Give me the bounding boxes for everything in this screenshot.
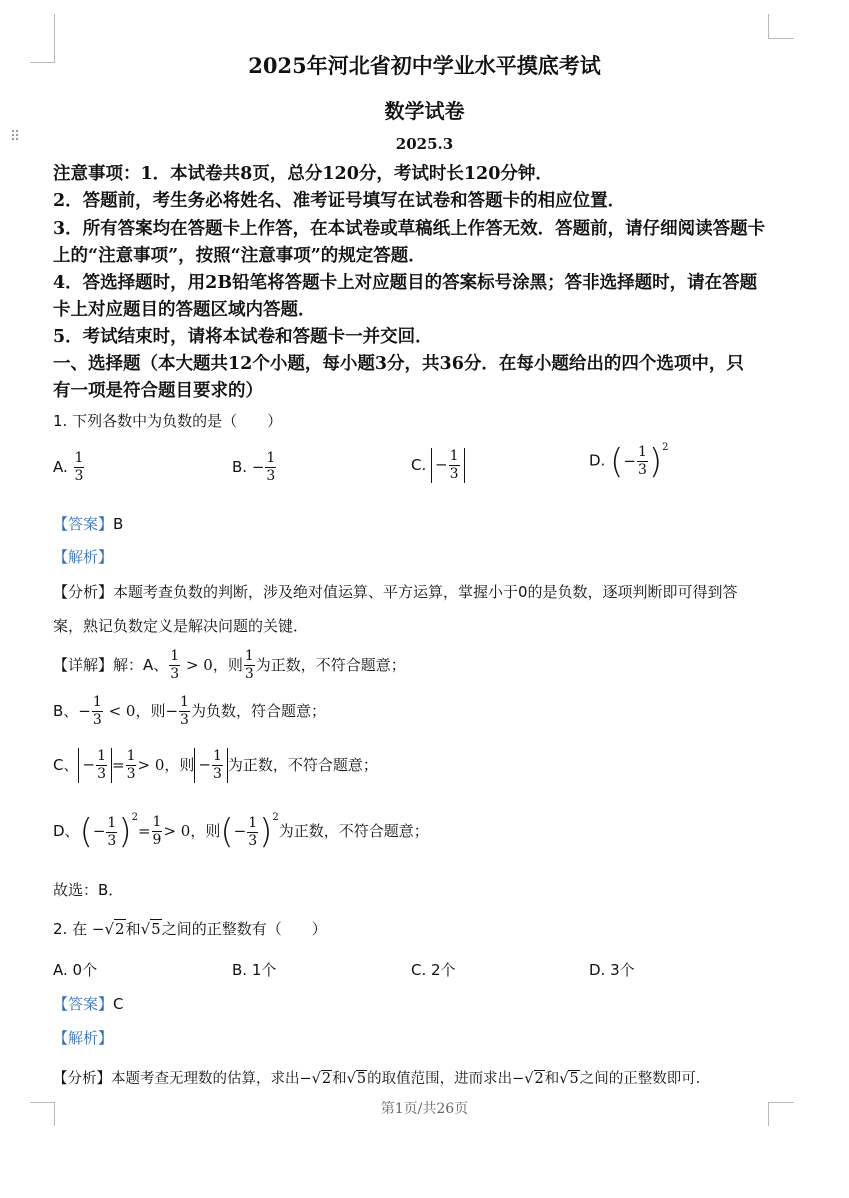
corner-mark-top-right — [768, 14, 769, 38]
note-line-3: 3．所有答案均在答题卡上作答，在本试卷或草稿纸上作答无效．答题前，请仔细阅读答题卡 — [53, 219, 766, 239]
q1-detail-d-end: 为正数，不符合题意； — [278, 822, 429, 840]
question-1-stem: 1. 下列各数中为负数的是（ ） — [53, 412, 283, 430]
section-heading-line-2: 有一项是符合题目要求的） — [53, 381, 263, 401]
q1-detail-a-prefix: 【详解】解：A、 — [53, 656, 169, 674]
q1-detail-a-end: 为正数，不符合题意； — [255, 656, 406, 674]
note-line-6: 卡上对应题目的答题区域内答题． — [53, 300, 316, 320]
q1-option-b: B. − $\frac{1}{3}$ — [232, 450, 276, 484]
q2-answer — [53, 993, 124, 1014]
q1-detail-b-prefix: B、 — [53, 702, 79, 720]
q2-option-d: D. 3个 — [589, 961, 635, 979]
section-heading-line-1: 一、选择题（本大题共12个小题，每小题3分，共36分．在每小题给出的四个选项中，只 — [53, 354, 744, 374]
q2-option-c: C. 2个 — [411, 961, 456, 979]
q1-detail-c: C、 − $\frac{1}{3}$ = $\frac{1}{3}$ > 0，则 − $\frac{1}{3}$ 为正数，不符合题意； — [53, 748, 378, 782]
q2-stem-prefix: 2. 在 — [53, 920, 88, 938]
note-line-1: 注意事项：1．本试卷共8页，总分120分，考试时长120分钟． — [53, 164, 553, 184]
q2-analysis-and: 和 — [332, 1071, 347, 1087]
q1-analysis-line-2: 案，熟记负数定义是解决问题的关键． — [53, 617, 309, 635]
q1-detail-a-mid: ，则 — [212, 656, 243, 674]
q1-analysis-line-1: 【分析】本题考查负数的判断，涉及绝对值运算、平方运算，掌握小于0的是负数，逐项判断即可得到答 — [53, 583, 738, 601]
exam-subtitle: 数学试卷 — [384, 99, 465, 123]
note-line-5: 4．答选择题时，用2B铅笔将答题卡上对应题目的答案标号涂黑；答非选择题时，请在答题 — [53, 273, 758, 293]
q1-option-c-label: C. — [411, 456, 427, 474]
q1-analysis-tag: 【解析】 — [53, 548, 114, 566]
q1-detail-b-mid: ，则 — [135, 702, 166, 720]
q1-detail-c-end: 为正数，不符合题意； — [227, 756, 378, 774]
q1-option-a-value: $\frac{1}{3}$ — [74, 450, 84, 484]
exam-date: 2025.3 — [395, 135, 454, 153]
q1-detail-b-end: 为负数，符合题意； — [190, 702, 326, 720]
q2-option-b: B. 1个 — [232, 961, 277, 979]
q1-answer-value: B — [113, 515, 124, 533]
q1-detail-c-prefix: C、 — [53, 756, 79, 774]
q1-detail-d-mid: ，则 — [190, 822, 221, 840]
q1-option-b-label: B. — [232, 458, 248, 476]
q2-analysis-and-2: 和 — [544, 1071, 560, 1087]
q2-analysis-mid: 的取值范围，进而求出 — [367, 1071, 513, 1087]
q2-stem-suffix: 之间的正整数有（ ） — [161, 920, 327, 938]
note-line-2: 2．答题前，考生务必将姓名、准考证号填写在试卷和答题卡的相应位置． — [53, 191, 626, 211]
q1-detail-a: 【详解】解：A、 $\frac{1}{3}$ > 0，则 $\frac{1}{3}$ 为正数，不符合题意； — [53, 648, 406, 682]
q1-option-c — [411, 448, 465, 483]
page-number-footer: 第1页/共26页 — [380, 1101, 469, 1117]
corner-mark-top-left-vertical — [54, 14, 55, 38]
q1-option-c-value: − $\frac{1}{3}$ — [431, 448, 465, 483]
q1-option-d-value: (− $\frac{1}{3}$ )$^2$ — [610, 441, 669, 482]
q2-analysis-tag: 【解析】 — [53, 1029, 114, 1047]
note-line-7: 5．考试结束时，请将本试卷和答题卡一并交回． — [53, 327, 433, 347]
note-line-4: 上的“注意事项”，按照“注意事项”的规定答题． — [53, 246, 426, 266]
q1-detail-d-prefix: D、 — [53, 822, 80, 840]
q2-option-a: A. 0个 — [53, 961, 98, 979]
corner-mark-top-right-horizontal — [768, 38, 794, 39]
q1-option-d-label: D. — [589, 451, 606, 470]
q2-analysis-prefix: 【分析】本题考查无理数的估算，求出 — [53, 1071, 300, 1087]
drag-handle-icon[interactable]: ⠿ — [10, 129, 20, 145]
q1-conclusion: 故选：B． — [53, 881, 124, 899]
q1-option-a-label: A. — [53, 458, 68, 476]
q2-analysis-line: 【分析】本题考查无理数的估算，求出−√2和√5的取值范围，进而求出−√2和√5之间的正整数即可． — [53, 1071, 711, 1087]
question-2-stem: 2. 在 −√2和√5之间的正整数有（ ） — [53, 920, 327, 938]
q1-answer-tag: 【答案】 — [53, 515, 114, 533]
q1-detail-b: B、− $\frac{1}{3}$ < 0，则− $\frac{1}{3}$ 为负数，符合题意； — [53, 694, 326, 728]
q2-analysis-end: 之间的正整数即可． — [579, 1071, 711, 1087]
q2-answer-tag: 【答案】 — [53, 995, 114, 1013]
q2-answer-value: C — [113, 995, 124, 1013]
q2-stem-and: 和 — [125, 920, 141, 938]
q1-option-b-value: $\frac{1}{3}$ — [266, 450, 276, 484]
q1-detail-c-mid: ，则 — [164, 756, 195, 774]
q1-answer — [53, 513, 123, 534]
q1-option-a — [53, 450, 85, 485]
q1-detail-d: D、(− $\frac{1}{3}$ )$^2$= $\frac{1}{9}$ > 0，则(− $\frac{1}{3}$ )$^2$为正数，不符合题意； — [53, 812, 429, 852]
q1-option-d — [589, 441, 669, 482]
exam-title: 2025年河北省初中学业水平摸底考试 — [248, 53, 601, 78]
